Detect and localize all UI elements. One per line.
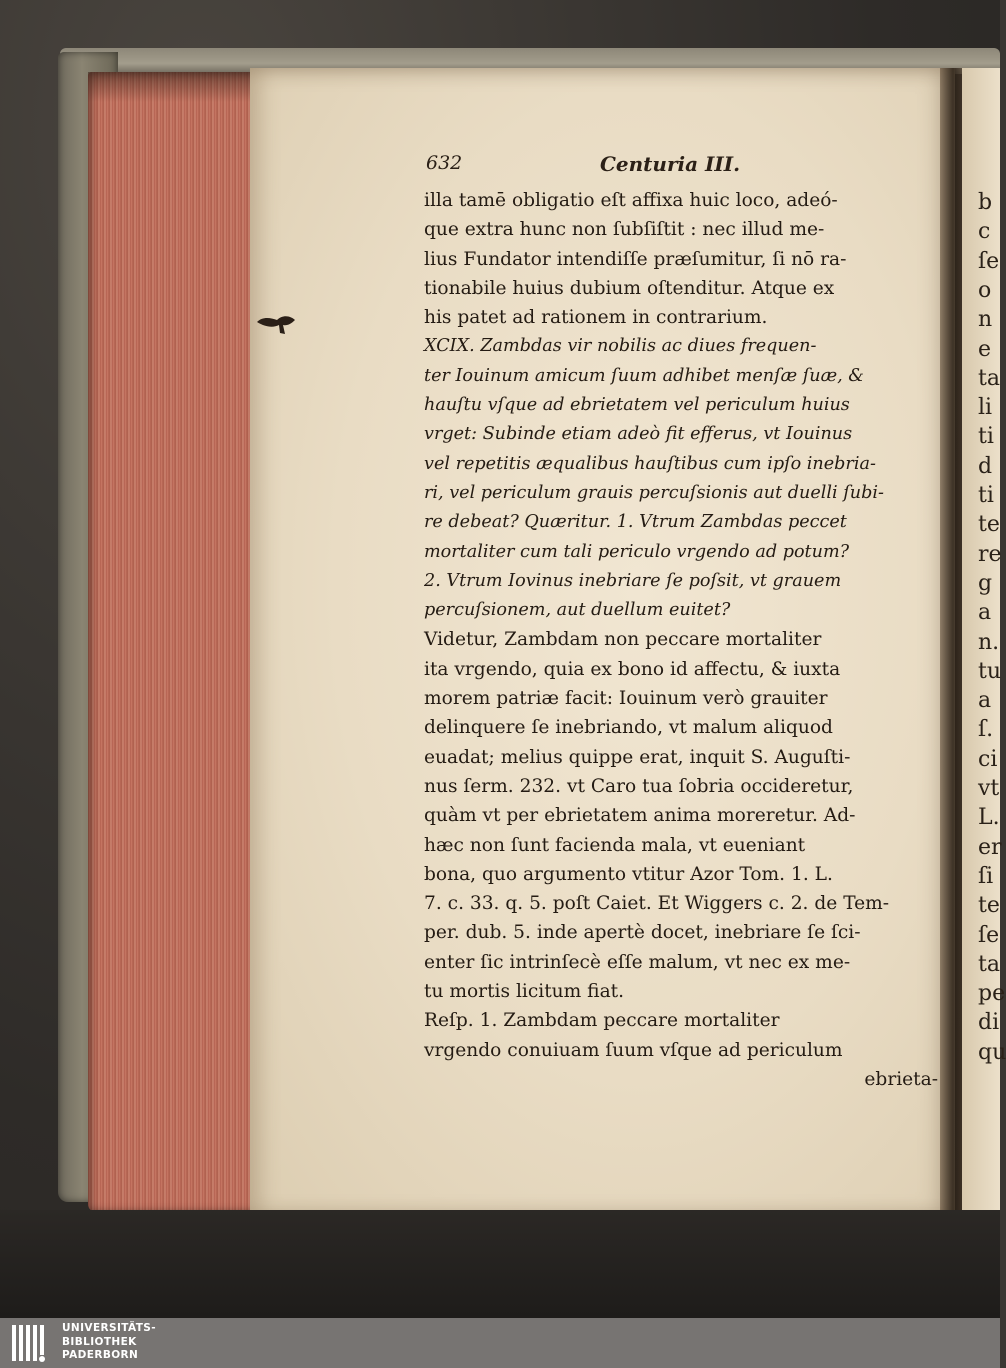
facing-page-fragment: ti [978, 424, 994, 450]
text-line: nus ſerm. 232. vt Caro tua ſobria occideretur, [424, 775, 854, 797]
table-surface [0, 1210, 1000, 1318]
facing-page-fragment: ta [978, 365, 1000, 391]
facing-page-fragment: ſi [978, 863, 994, 889]
text-line: bona, quo argumento vtitur Azor Tom. 1. L. [424, 863, 833, 885]
facing-page-fragment: ci [978, 746, 998, 772]
text-line: delinquere ſe inebriando, vt malum aliquod [424, 717, 833, 739]
facing-page-fragment: te [978, 512, 1000, 538]
text-line: vrgendo conuiuam ſuum vſque ad periculum [424, 1039, 843, 1061]
facing-page-fragment: tu [978, 658, 1002, 684]
text-line: enter ſic intrinſecè eſſe malum, vt nec ex me- [424, 951, 851, 973]
facing-page-fragment: o [978, 277, 992, 303]
text-line: vrget: Subinde etiam adeò fit efferus, vt Iouinus [424, 424, 853, 445]
text-line: XCIX. Zambdas vir nobilis ac diues frequen- [424, 336, 817, 357]
running-title: Centuria III. [600, 152, 741, 176]
text-line: mortaliter cum tali periculo vrgendo ad potum? [424, 541, 850, 562]
facing-page-fragment: re [978, 541, 1002, 567]
text-line: 2. Vtrum Iovinus inebriare ſe poſsit, vt grauem [424, 570, 842, 591]
text-line: ita vrgendo, quia ex bono id affectu, & iuxta [424, 658, 841, 680]
facing-page-fragment: li [978, 395, 993, 421]
text-line: euadat; melius quippe erat, inquit S. Auguſti- [424, 746, 851, 768]
library-footer [0, 1318, 1000, 1368]
text-line: ter Iouinum amicum ſuum adhibet menſæ ſuæ, & [424, 365, 864, 386]
facing-page-fragment: ta [978, 951, 1000, 977]
facing-page-fragment: n. [978, 629, 1000, 655]
text-line: his patet ad rationem in contrarium. [424, 307, 768, 329]
text-line: percuſsionem, aut duellum euitet? [424, 600, 731, 621]
text-block [424, 186, 944, 1094]
facing-page [962, 68, 1006, 1218]
facing-page-fragment: L. [978, 805, 1000, 831]
facing-page-fragment: e [978, 336, 992, 362]
text-line: ri, vel periculum grauis percuſsionis aut duelli ſubi- [424, 482, 884, 503]
catchword: ebrieta- [864, 1068, 938, 1090]
text-line: Videtur, Zambdam non peccare mortaliter [424, 629, 822, 651]
text-line: Reſp. 1. Zambdam peccare mortaliter [424, 1010, 780, 1032]
facing-page-fragment: a [978, 688, 992, 714]
facing-page-fragment: ſe [978, 248, 1000, 274]
facing-page-fragment: a [978, 600, 992, 626]
text-line: vel repetitis æqualibus hauſtibus cum ipſo inebria- [424, 453, 876, 474]
text-line: lius Fundator intendiſſe præſumitur, ſi nō ra- [424, 248, 847, 270]
library-name-line: PADERBORN [62, 1349, 139, 1361]
facing-page-fragment: ſe [978, 922, 1000, 948]
text-line: re debeat? Quæritur. 1. Vtrum Zambdas peccet [424, 512, 847, 533]
facing-page-fragment: vt [978, 776, 1000, 801]
facing-page-fragment: di [978, 1010, 1000, 1036]
facing-page-fragment: d [978, 453, 993, 479]
text-line: tu mortis licitum fiat. [424, 981, 625, 1003]
ink-mark-icon [255, 310, 299, 336]
text-line: que extra hunc non ſubſiſtit : nec illud me- [424, 219, 825, 241]
page-edges [88, 72, 263, 1212]
facing-page-fragment: ti [978, 483, 994, 508]
facing-page-fragment: c [978, 219, 991, 245]
facing-page-fragment: b [978, 190, 993, 215]
text-line: hauſtu vſque ad ebrietatem vel periculum huius [424, 395, 850, 416]
facing-page-fragment: pe [978, 981, 1006, 1007]
library-name [62, 1322, 156, 1363]
text-line: morem patriæ facit: Iouinum verò grauiter [424, 688, 828, 710]
library-name-line: BIBLIOTHEK [62, 1335, 137, 1348]
text-line: per. dub. 5. inde apertè docet, inebriare ſe ſci- [424, 922, 861, 944]
running-head [426, 152, 946, 182]
facing-page-fragment: te [978, 893, 1000, 919]
library-name-line: UNIVERSITÄTS- [62, 1322, 157, 1334]
facing-page-fragment: er [978, 834, 1002, 860]
text-line: tionabile huius dubium oſtenditur. Atque ex [424, 277, 835, 299]
facing-page-fragment: g [978, 570, 993, 596]
text-line: 7. c. 33. q. 5. poſt Caiet. Et Wiggers c. 2. de Tem- [424, 893, 890, 915]
facing-page-fragment: qu [978, 1039, 1006, 1065]
page-number: 632 [426, 152, 463, 174]
text-line: hæc non ſunt facienda mala, vt eueniant [424, 834, 806, 856]
library-logo-icon [8, 1321, 52, 1365]
text-line: quàm vt per ebrietatem anima moreretur. Ad- [424, 805, 856, 827]
facing-page-fragment: ſ. [978, 717, 994, 743]
text-line: illa tamē obligatio eſt affixa huic loco, adeó- [424, 190, 838, 211]
facing-page-fragment: n [978, 307, 993, 333]
